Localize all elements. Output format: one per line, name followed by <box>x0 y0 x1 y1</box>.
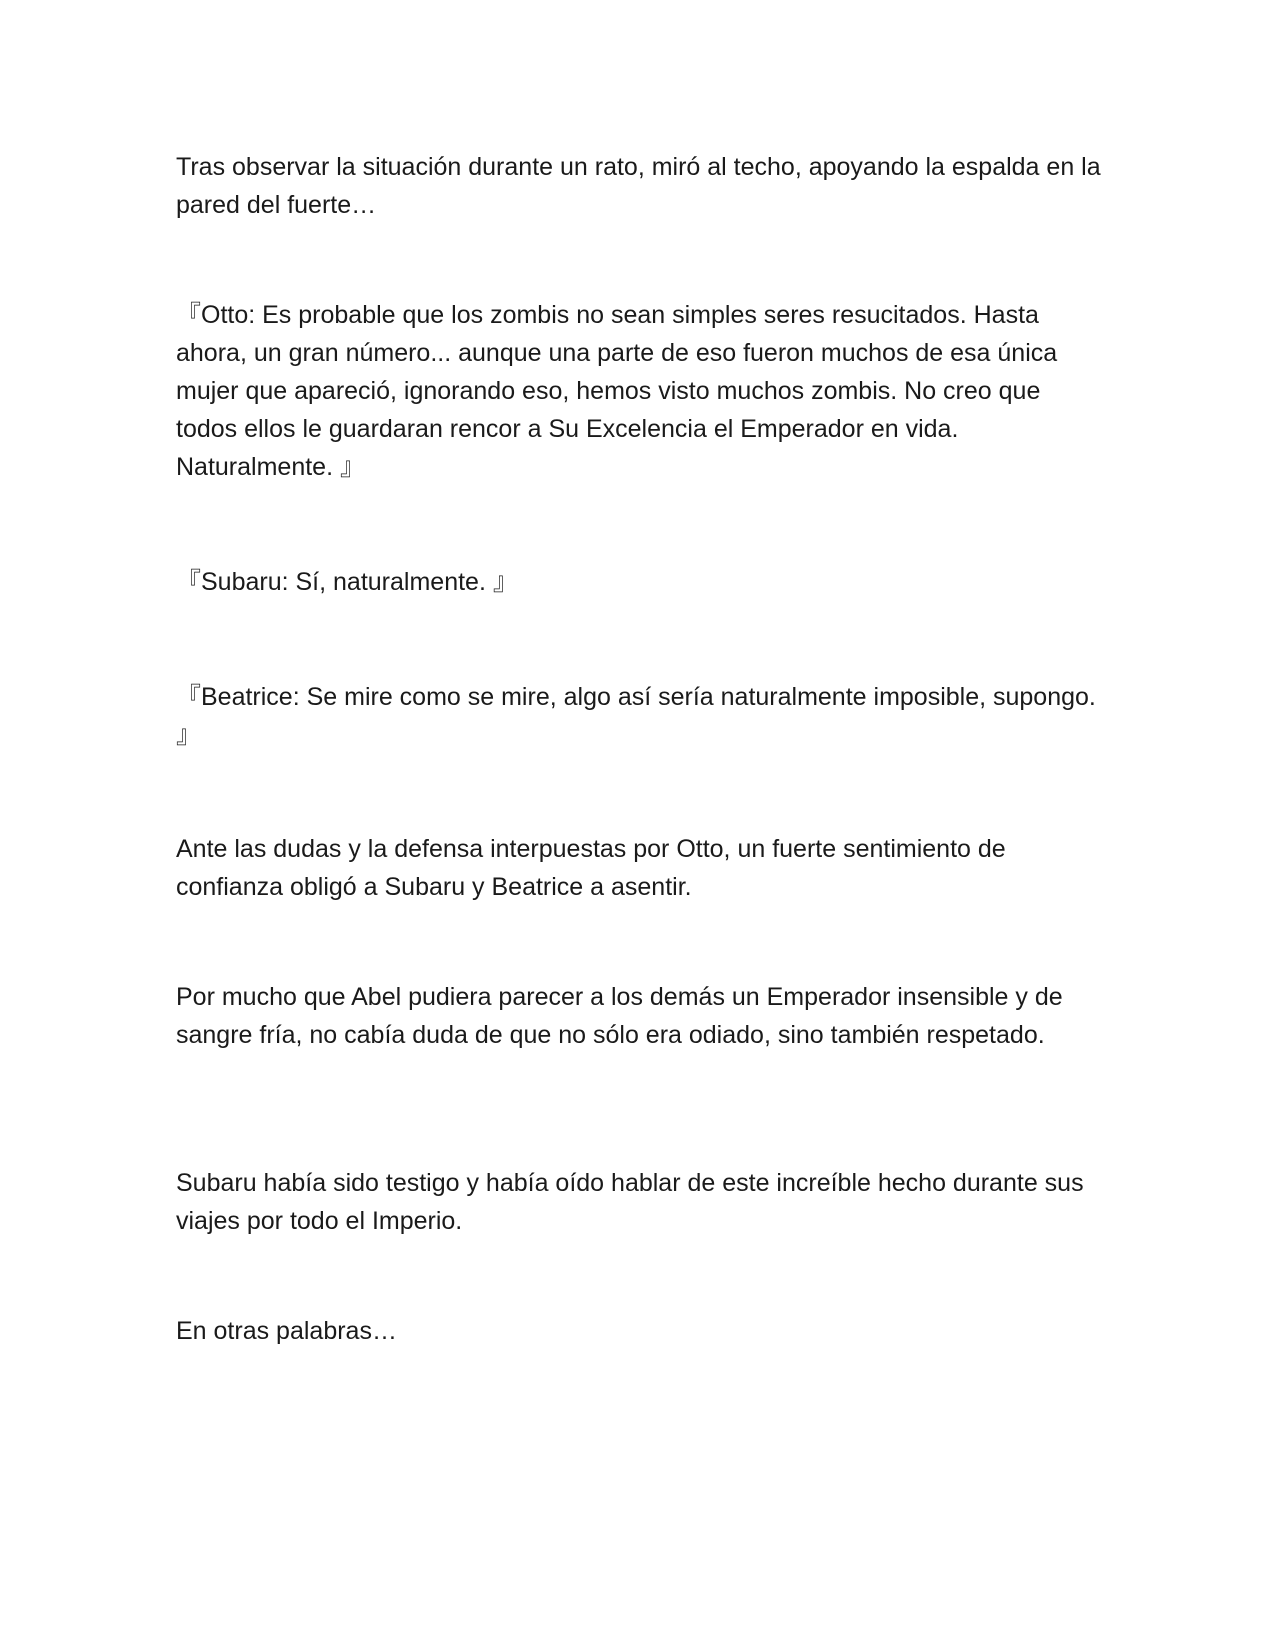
paragraph-narration-witness: Subaru había sido testigo y había oído hablar de este increíble hecho durante sus viajes por todo el Imperio. <box>176 1169 1091 1235</box>
paragraph-narration-closing: En otras palabras… <box>176 1317 397 1345</box>
paragraph-dialogue-subaru: 『Subaru: Sí, naturalmente. 』 <box>176 568 518 596</box>
paragraph-narration-trust: Ante las dudas y la defensa interpuestas por Otto, un fuerte sentimiento de confianza obligó a Subaru y Beatrice a asentir. <box>176 835 1013 901</box>
paragraph-narration-abel: Por mucho que Abel pudiera parecer a los demás un Emperador insensible y de sangre fría, no cabía duda de que no sólo era odiado, sino también respetado. <box>176 983 1070 1049</box>
paragraph-dialogue-otto: 『Otto: Es probable que los zombis no sean simples seres resucitados. Hasta ahora, un gran número... aunque una parte de eso fueron muchos de esa única mujer que apareció, ignorando eso, hemos visto muchos zombis. No creo que todos ellos le guardaran rencor a Su Excelencia el Emperador en vida. Naturalmente. 』 <box>176 301 1065 481</box>
paragraph-dialogue-beatrice: 『Beatrice: Se mire como se mire, algo así sería naturalmente imposible, supongo. 』 <box>176 683 1103 749</box>
paragraph-narration-observation: Tras observar la situación durante un rato, miró al techo, apoyando la espalda en la pared del fuerte… <box>176 153 1108 219</box>
